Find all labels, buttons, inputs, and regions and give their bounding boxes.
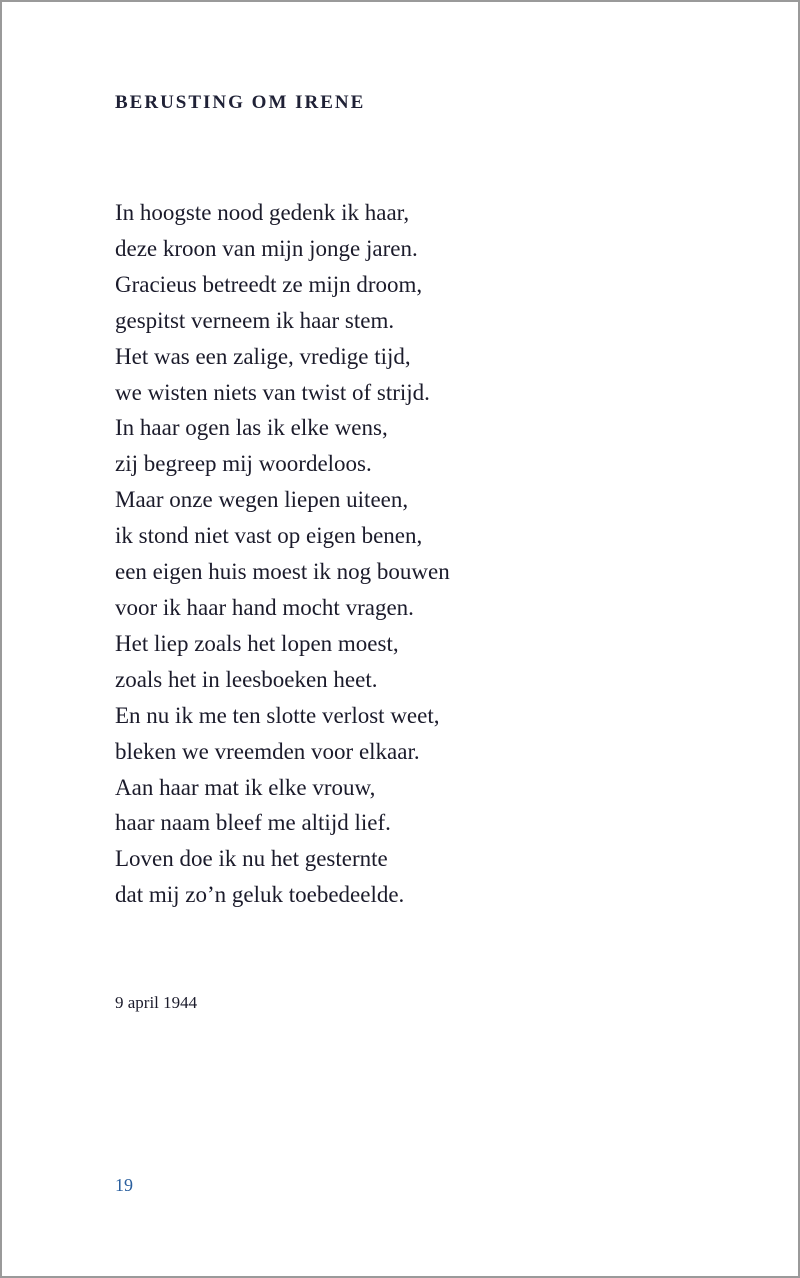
poem-line: gespitst verneem ik haar stem.	[115, 307, 395, 333]
poem-line: dat mij zo’n geluk toebedeelde.	[115, 882, 405, 908]
poem-line: bleken we vreemden voor elkaar.	[115, 738, 420, 764]
poem-line: voor ik haar hand mocht vragen.	[115, 594, 414, 620]
poem-line: Aan haar mat ik elke vrouw,	[115, 774, 376, 800]
poem-body	[115, 195, 450, 913]
poem-line: Gracieus betreedt ze mijn droom,	[115, 271, 423, 297]
poem-line: zoals het in leesboeken heet.	[115, 666, 378, 692]
poem-title: BERUSTING OM IRENE	[115, 92, 366, 113]
poem-date: 9 april 1944	[115, 993, 198, 1012]
poem-line: we wisten niets van twist of strijd.	[115, 379, 430, 405]
poem-line: Het liep zoals het lopen moest,	[115, 630, 399, 656]
poem-line: ik stond niet vast op eigen benen,	[115, 523, 423, 549]
poem-line: deze kroon van mijn jonge jaren.	[115, 235, 418, 261]
poem-line: Loven doe ik nu het gesternte	[115, 846, 388, 872]
poem-line: Het was een zalige, vredige tijd,	[115, 343, 411, 369]
poem-line: En nu ik me ten slotte verlost weet,	[115, 702, 440, 728]
poem-line: haar naam bleef me altijd lief.	[115, 810, 391, 836]
poem-line: In haar ogen las ik elke wens,	[115, 415, 388, 441]
poem-line: In hoogste nood gedenk ik haar,	[115, 200, 410, 225]
poem-line: zij begreep mij woordeloos.	[115, 451, 372, 477]
poem-line: een eigen huis moest ik nog bouwen	[115, 559, 450, 585]
page-number: 19	[115, 1175, 133, 1195]
poem-line: Maar onze wegen liepen uiteen,	[115, 487, 409, 513]
